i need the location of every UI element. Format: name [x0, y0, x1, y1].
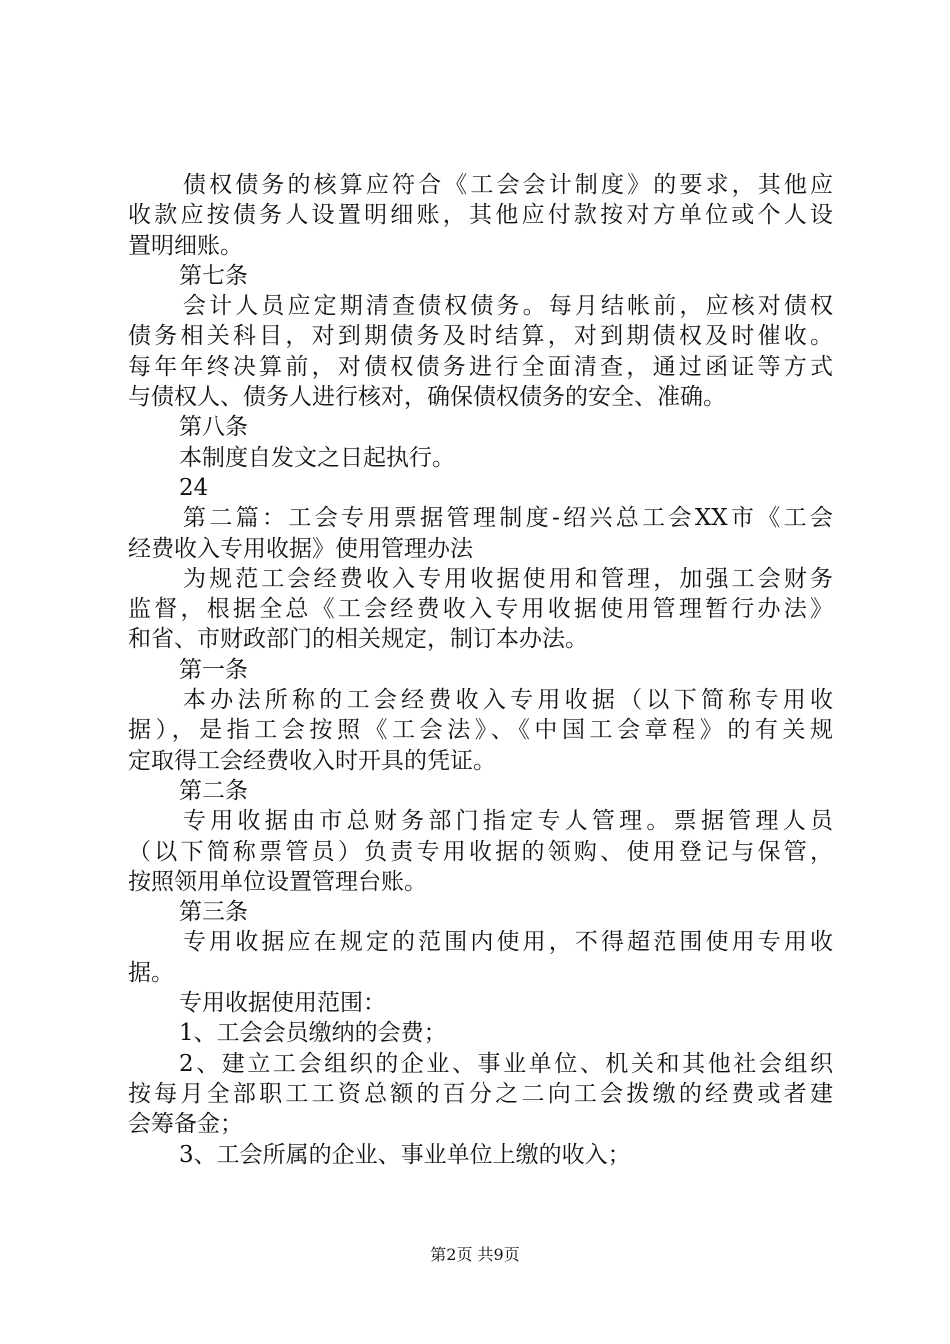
paragraph-line: 专用收据使用范围：	[179, 990, 386, 1017]
paragraph-line: 监督，根据全总《工会经费收入专用收据使用管理暂行办法》	[128, 596, 833, 623]
list-item: 3、工会所属的企业、事业单位上缴的收入；	[179, 1141, 631, 1168]
paragraph-line: 本办法所称的工会经费收入专用收据（以下简称专用收	[183, 687, 833, 714]
paragraph-line: 为规范工会经费收入专用收据使用和管理，加强工会财务	[183, 565, 833, 592]
paragraph-line: 定取得工会经费收入时开具的凭证。	[128, 747, 496, 774]
page-number-text: 24	[179, 474, 209, 501]
paragraph-line: 和省、市财政部门的相关规定，制订本办法。	[128, 626, 588, 653]
list-item: 2、建立工会组织的企业、事业单位、机关和其他社会组织	[179, 1050, 833, 1077]
list-item: 1、工会会员缴纳的会费；	[179, 1020, 447, 1047]
paragraph-line: 按照领用单位设置管理台账。	[128, 868, 427, 895]
paragraph-line: 专用收据应在规定的范围内使用，不得超范围使用专用收	[183, 929, 833, 956]
paragraph-line: 专用收据由市总财务部门指定专人管理。票据管理人员	[183, 808, 833, 835]
paragraph-line: 会筹备金；	[128, 1111, 243, 1138]
section-title-line: 经费收入专用收据》使用管理办法	[128, 535, 473, 562]
article-heading: 第三条	[179, 899, 248, 926]
paragraph-line: 与债权人、债务人进行核对，确保债权债务的安全、准确。	[128, 384, 726, 411]
paragraph-line: 收款应按债务人设置明细账，其他应付款按对方单位或个人设	[128, 202, 833, 229]
paragraph-line: 按每月全部职工工资总额的百分之二向工会拨缴的经费或者建	[128, 1080, 833, 1107]
paragraph-line: 本制度自发文之日起执行。	[179, 444, 455, 471]
article-heading: 第八条	[179, 414, 248, 441]
paragraph-line: 据），是指工会按照《工会法》、《中国工会章程》的有关规	[128, 717, 833, 744]
paragraph-line: 债权债务的核算应符合《工会会计制度》的要求，其他应	[183, 172, 833, 198]
paragraph-line: （以下简称票管员）负责专用收据的领购、使用登记与保管，	[128, 838, 833, 865]
paragraph-line: 置明细账。	[128, 232, 243, 259]
article-heading: 第七条	[179, 262, 248, 289]
article-heading: 第一条	[179, 656, 248, 683]
paragraph-line: 会计人员应定期清查债权债务。每月结帐前，应核对债权	[183, 293, 833, 320]
document-body	[128, 170, 833, 1170]
page-footer: 第2页 共9页	[430, 1245, 520, 1264]
article-heading: 第二条	[179, 777, 248, 804]
paragraph-line: 债务相关科目，对到期债务及时结算，对到期债权及时催收。	[128, 323, 833, 350]
paragraph-line: 据。	[128, 959, 174, 986]
paragraph-line: 每年年终决算前，对债权债务进行全面清查，通过函证等方式	[128, 353, 833, 380]
section-title-line: 第二篇：工会专用票据管理制度-绍兴总工会XX市《工会	[183, 505, 833, 532]
